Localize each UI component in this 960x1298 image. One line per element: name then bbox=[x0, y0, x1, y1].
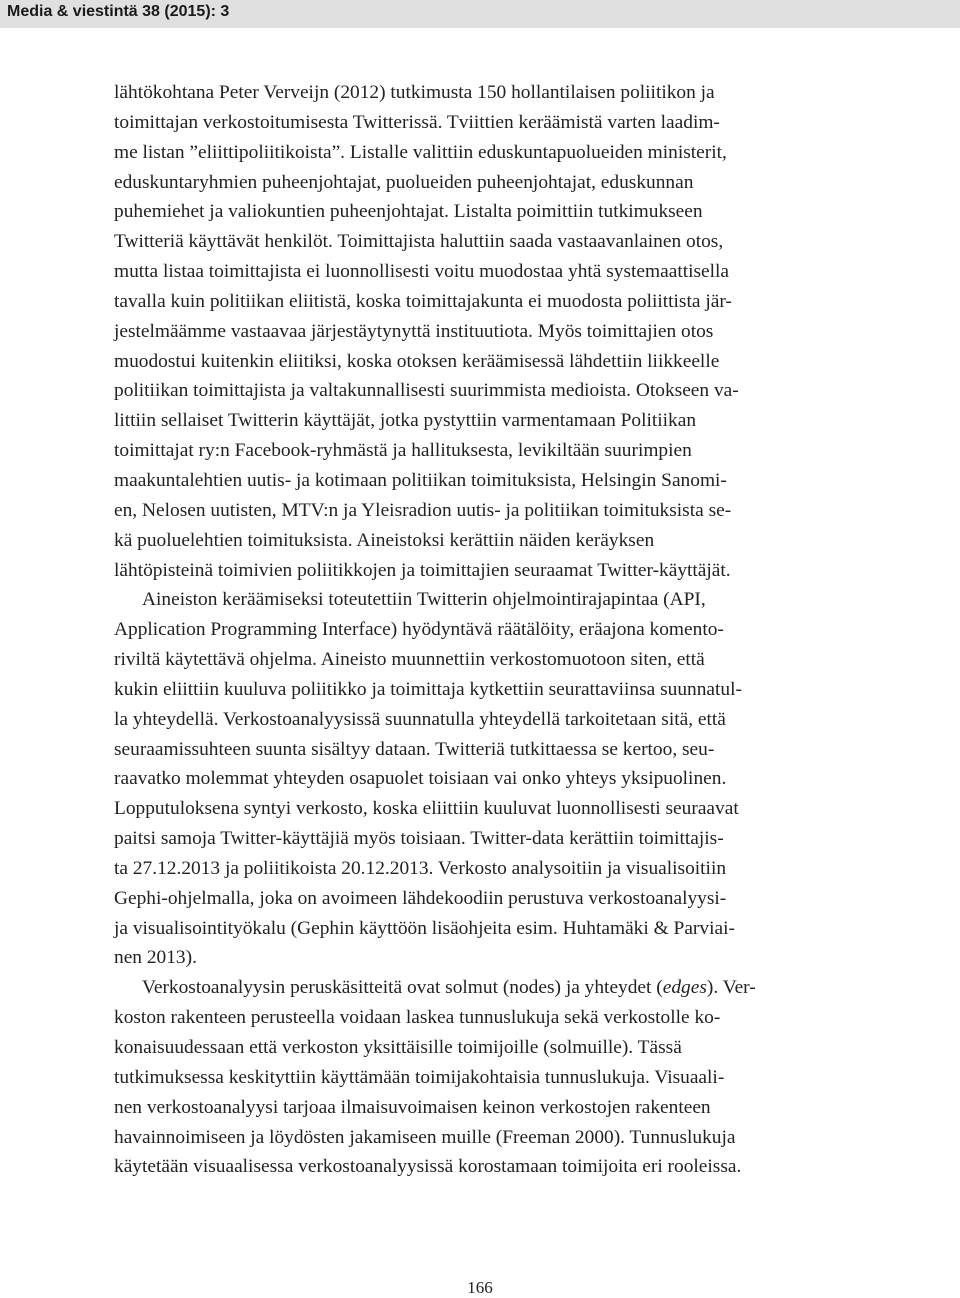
body-paragraph bbox=[114, 585, 846, 973]
text-line: la yhteydellä. Verkostoanalyysissä suunnatulla yhteydellä tarkoitetaan sitä, että bbox=[114, 708, 726, 730]
text-line: en, Nelosen uutisten, MTV:n ja Yleisradion uutis- ja politiikan toimituksista se- bbox=[114, 499, 732, 521]
text-line: ja visualisointityökalu (Gephin käyttöön lisäohjeita esim. Huhtamäki & Parviai- bbox=[114, 917, 735, 939]
body-paragraph bbox=[114, 973, 846, 1182]
text-line: ta 27.12.2013 ja poliitikoista 20.12.2013. Verkosto analysoitiin ja visualisoitiin bbox=[114, 857, 727, 879]
text-line: nen 2013). bbox=[114, 947, 197, 969]
text-line: riviltä käytettävä ohjelma. Aineisto muunnettiin verkostomuotoon siten, että bbox=[114, 649, 705, 671]
text-line: me listan ”eliittipoliitikoista”. Listalle valittiin eduskuntapuolueiden ministerit, bbox=[114, 141, 727, 163]
text-line: tutkimuksessa keskityttiin käyttämään toimijakohtaisia tunnuslukuja. Visuaali- bbox=[114, 1066, 725, 1088]
text-line: mutta listaa toimittajista ei luonnollisesti voitu muodostaa yhtä systemaattisella bbox=[114, 261, 730, 283]
text-line: lähtökohtana Peter Verveijn (2012) tutkimusta 150 hollantilaisen poliitikon ja bbox=[114, 82, 715, 103]
term-edges: edges bbox=[662, 977, 707, 999]
text-line: maakuntalehtien uutis- ja kotimaan politiikan toimituksista, Helsingin Sanomi- bbox=[114, 469, 727, 491]
text-line: konaisuudessaan että verkoston yksittäisille toimijoille (solmuille). Tässä bbox=[114, 1037, 682, 1058]
text-line: kä puoluelehtien toimituksista. Aineistoksi kerättiin näiden keräyksen bbox=[114, 529, 655, 551]
text-line: littiin sellaiset Twitterin käyttäjät, jotka pystyttiin varmentamaan Politiikan bbox=[114, 410, 697, 432]
text-line: Gephi-ohjelmalla, joka on avoimeen lähdekoodiin perustuva verkostoanalyysi- bbox=[114, 887, 727, 909]
text-line: Aineiston keräämiseksi toteutettiin Twitterin ohjelmointirajapintaa (API, bbox=[142, 589, 706, 611]
text-line: eduskuntaryhmien puheenjohtajat, puolueiden puheenjohtajat, eduskunnan bbox=[114, 171, 694, 193]
article-body bbox=[114, 78, 846, 1182]
running-header bbox=[0, 0, 960, 28]
text-line: tavalla kuin politiikan eliitistä, koska toimittajakunta ei muodosta poliittista jär- bbox=[114, 290, 732, 312]
text-line: Application Programming Interface) hyödyntävä räätälöity, eräajona komento- bbox=[114, 619, 724, 641]
text-line: kukin eliittiin kuuluva poliitikko ja toimittaja kytkettiin seurattaviinsa suunnatul- bbox=[114, 678, 742, 700]
text-line: jestelmäämme vastaavaa järjestäytynyttä instituutiota. Myös toimittajien otos bbox=[114, 320, 714, 342]
text-line: muodostui kuitenkin eliitiksi, koska otoksen keräämisessä lähdettiin liikkeelle bbox=[114, 350, 720, 372]
text-line: paitsi samoja Twitter-käyttäjiä myös toisiaan. Twitter-data kerättiin toimittajis- bbox=[114, 828, 724, 850]
text-line: seuraamissuhteen suunta sisältyy dataan. Twitteriä tutkittaessa se kertoo, seu- bbox=[114, 738, 715, 760]
journal-title: Media & viestintä 38 (2015): 3 bbox=[7, 3, 230, 20]
text-line: raavatko molemmat yhteyden osapuolet toisiaan vai onko yhteys yksipuolinen. bbox=[114, 768, 727, 790]
text-line: nen verkostoanalyysi tarjoaa ilmaisuvoimaisen keinon verkostojen rakenteen bbox=[114, 1096, 711, 1118]
text-line: toimittajat ry:n Facebook-ryhmästä ja hallituksesta, levikiltään suurimpien bbox=[114, 440, 692, 462]
page-number: 166 bbox=[467, 1278, 493, 1297]
text-line: Lopputuloksena syntyi verkosto, koska eliittiin kuuluvat luonnollisesti seuraavat bbox=[114, 798, 739, 820]
text-line: lähtöpisteinä toimivien poliitikkojen ja toimittajien seuraamat Twitter-käyttäjät. bbox=[114, 559, 731, 581]
text-line: Twitteriä käyttävät henkilöt. Toimittajista haluttiin saada vastaavanlainen otos, bbox=[114, 231, 724, 253]
text-line: puhemiehet ja valiokuntien puheenjohtajat. Listalta poimittiin tutkimukseen bbox=[114, 201, 703, 223]
text-line: Verkostoanalyysin peruskäsitteitä ovat solmut (nodes) ja yhteydet (edges). Ver- bbox=[142, 977, 756, 999]
body-paragraph bbox=[114, 78, 846, 585]
text-line: toimittajan verkostoitumisesta Twitterissä. Tviittien keräämistä varten laadim- bbox=[114, 111, 720, 133]
text-line: havainnoimiseen ja löydösten jakamiseen muille (Freeman 2000). Tunnuslukuja bbox=[114, 1126, 736, 1148]
text-line: koston rakenteen perusteella voidaan laskea tunnuslukuja sekä verkostolle ko- bbox=[114, 1007, 721, 1029]
text-line: politiikan toimittajista ja valtakunnallisesti suurimmista medioista. Otokseen va- bbox=[114, 380, 739, 402]
text-line: käytetään visuaalisessa verkostoanalyysissä korostamaan toimijoita eri rooleissa. bbox=[114, 1156, 742, 1178]
